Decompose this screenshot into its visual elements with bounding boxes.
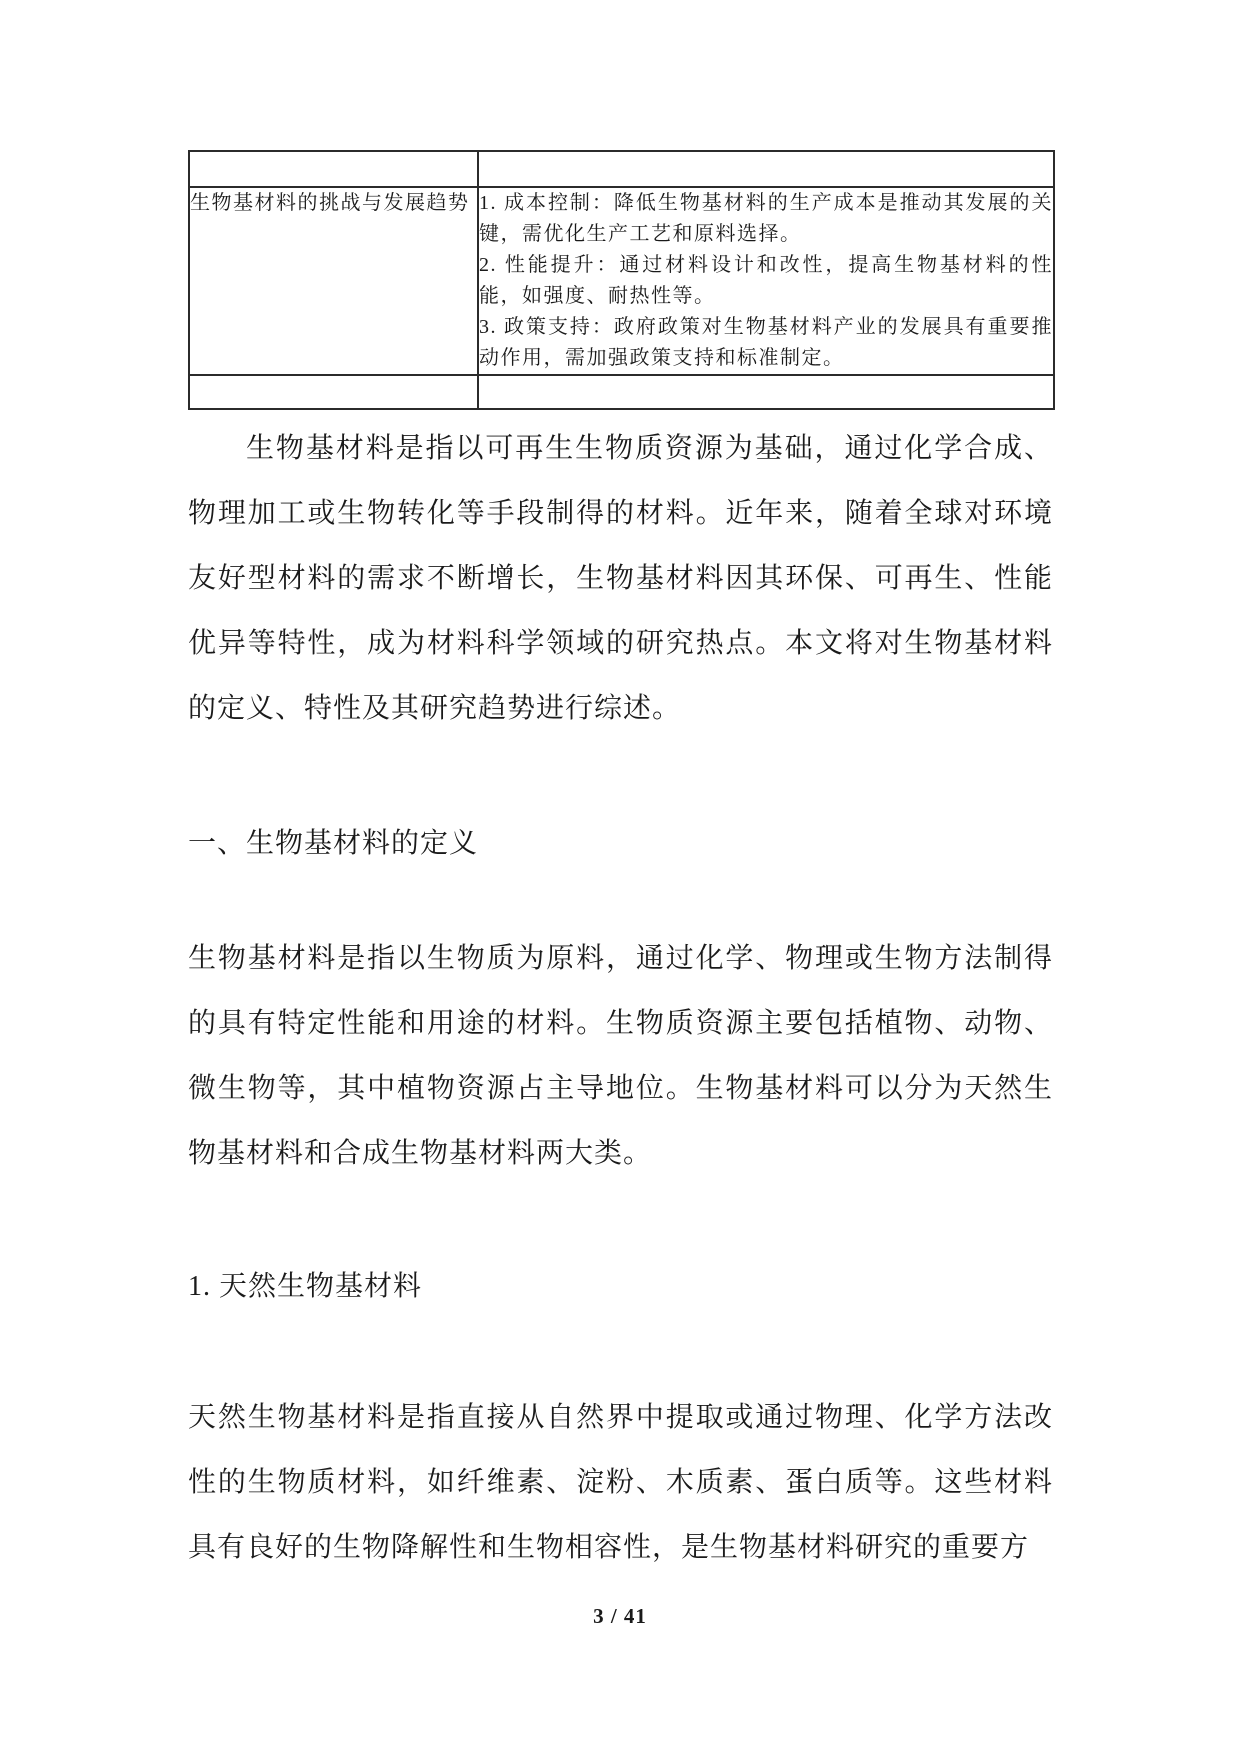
section-heading-definition: 一、生物基材料的定义 xyxy=(188,828,479,859)
table-row-challenges xyxy=(189,187,1054,375)
table-cell-empty xyxy=(478,151,1054,187)
table-cell-empty xyxy=(189,375,478,409)
section-definition-paragraph: 生物基材料是指以生物质为原料，通过化学、物理或生物方法制得的具有特定性能和用途的材料。生物质资源主要包括植物、动物、微生物等，其中植物资源占主导地位。生物基材料可以分为天然生物基材料和合成生物基材料两大类。 xyxy=(188,943,1053,1169)
table-row-empty-top xyxy=(189,151,1054,187)
subsection-heading-natural-materials: 1. 天然生物基材料 xyxy=(188,1271,423,1302)
summary-table xyxy=(188,150,1055,410)
table-cell-empty xyxy=(478,375,1054,409)
table-row-empty-bottom xyxy=(189,375,1054,409)
document-body xyxy=(188,150,1053,1580)
table-cell-topic-details xyxy=(478,187,1054,375)
subsection-natural-materials-paragraph: 天然生物基材料是指直接从自然界中提取或通过物理、化学方法改性的生物质材料，如纤维素、淀粉、木质素、蛋白质等。这些材料具有良好的生物降解性和生物相容性，是生物基材料研究的重要方 xyxy=(188,1402,1053,1563)
table-cell-empty xyxy=(189,151,478,187)
intro-paragraph: 生物基材料是指以可再生生物质资源为基础，通过化学合成、物理加工或生物转化等手段制得的材料。近年来，随着全球对环境友好型材料的需求不断增长，生物基材料因其环保、可再生、性能优异等特性，成为材料科学领域的研究热点。本文将对生物基材料的定义、特性及其研究趋势进行综述。 xyxy=(188,433,1053,724)
challenge-item-cost: 1. 成本控制：降低生物基材料的生产成本是推动其发展的关键，需优化生产工艺和原料选择。 xyxy=(479,192,1053,245)
challenge-item-policy: 3. 政策支持：政府政策对生物基材料产业的发展具有重要推动作用，需加强政策支持和标准制定。 xyxy=(479,316,1053,369)
page-number: 3 / 41 xyxy=(593,1604,647,1628)
challenge-item-performance: 2. 性能提升：通过材料设计和改性，提高生物基材料的性能，如强度、耐热性等。 xyxy=(479,254,1053,307)
table-cell-topic-label: 生物基材料的挑战与发展趋势 xyxy=(189,187,478,375)
